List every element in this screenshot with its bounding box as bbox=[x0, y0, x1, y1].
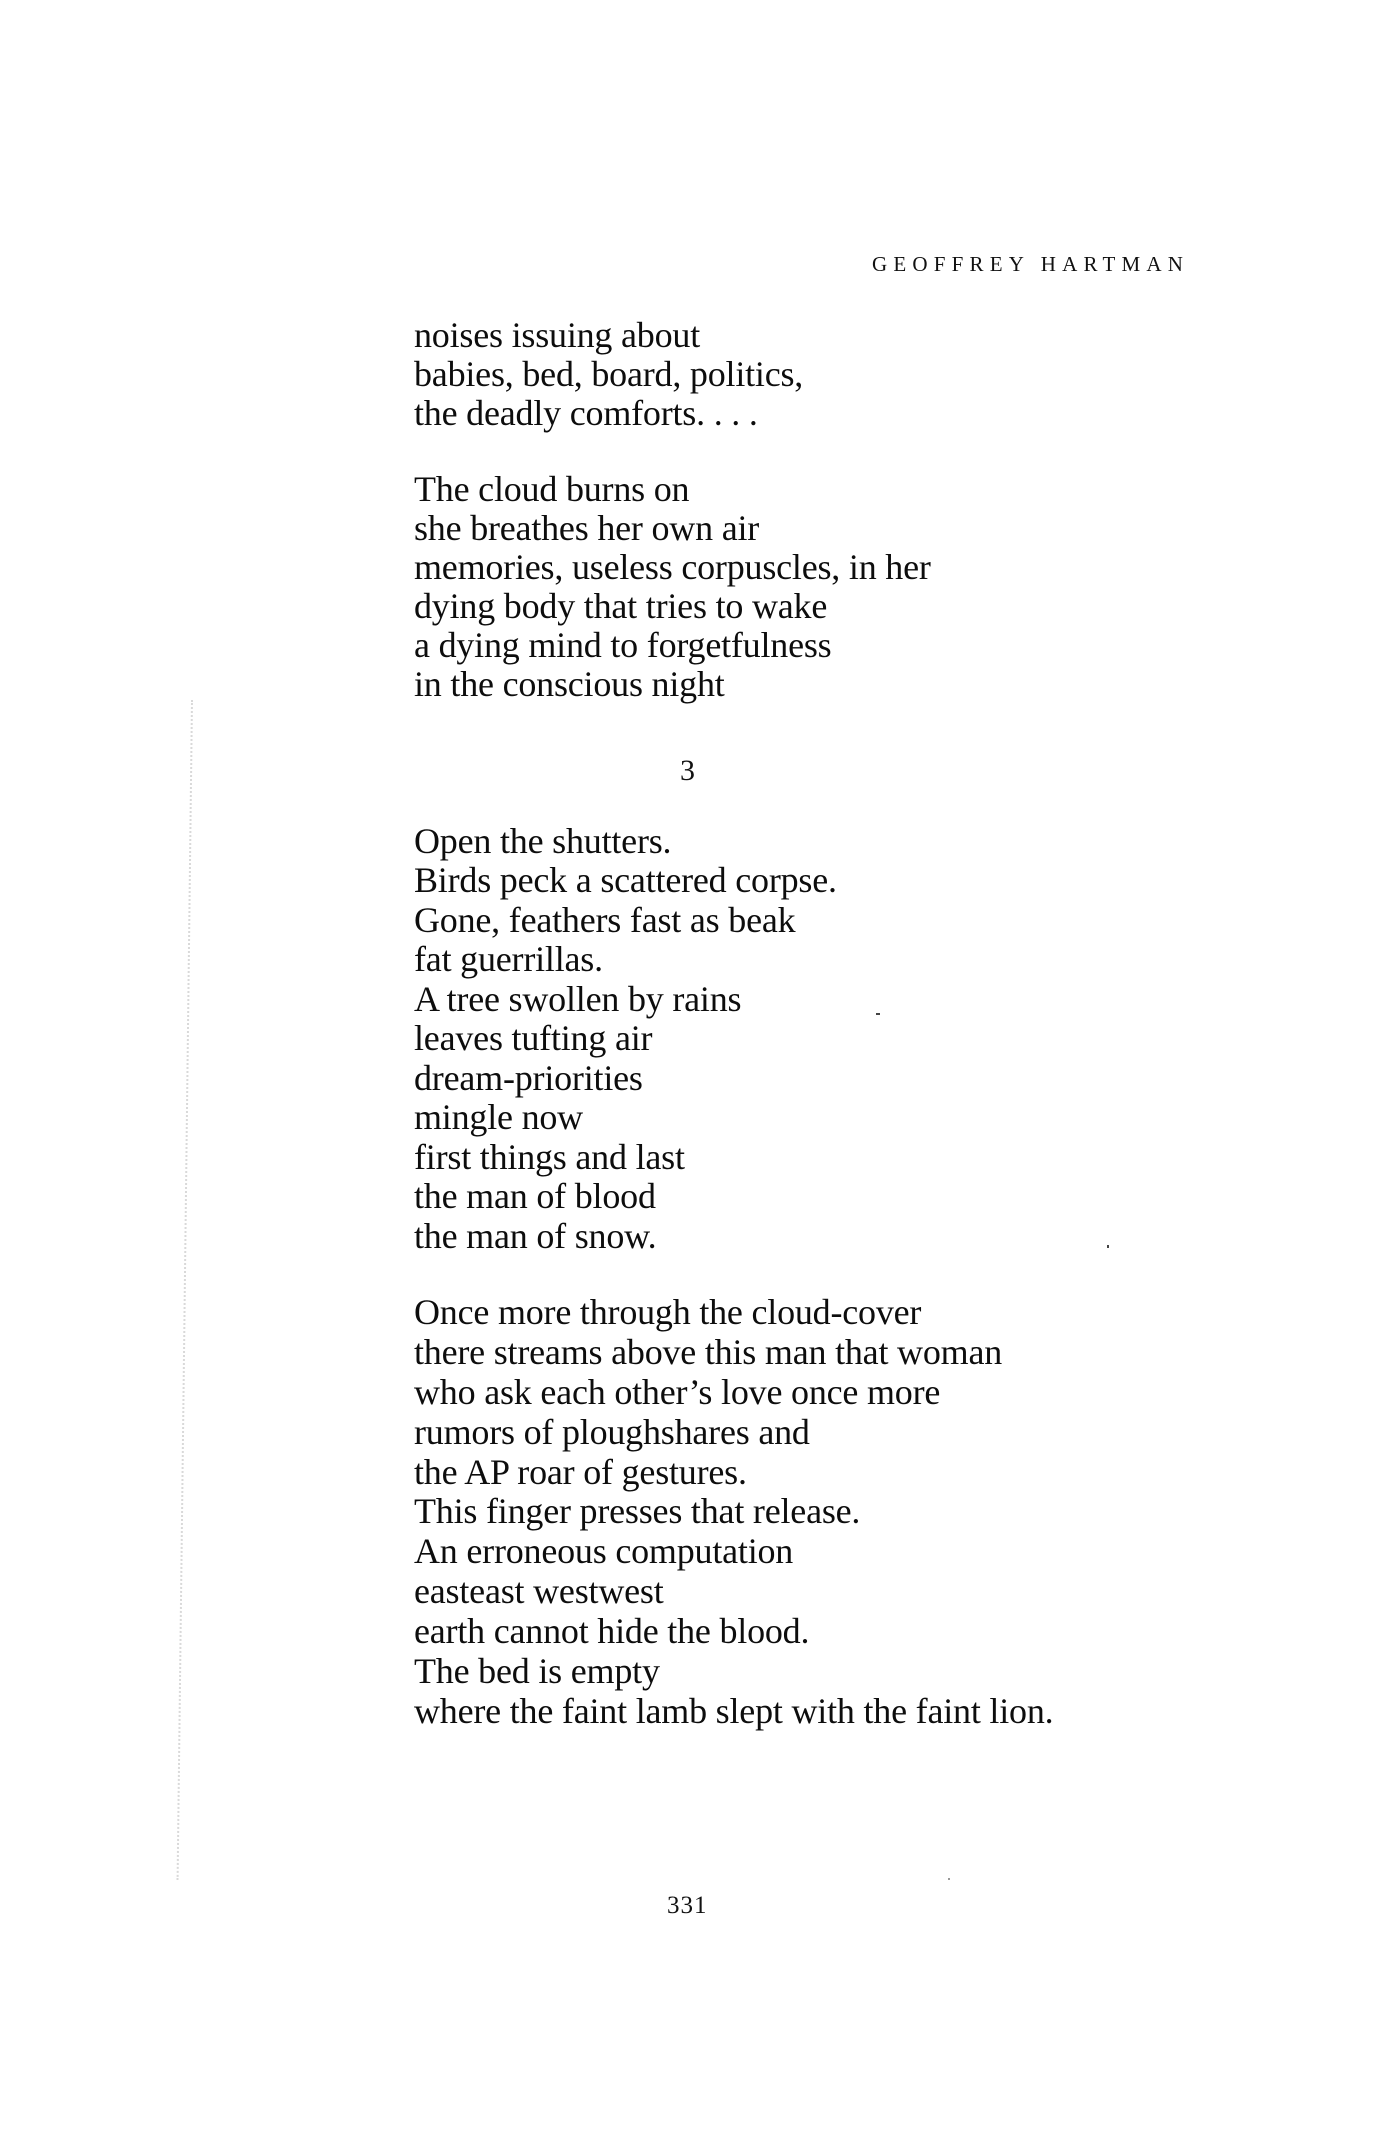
page-number: 331 bbox=[667, 1892, 708, 1919]
poem-line: easteast westwest bbox=[414, 1571, 664, 1611]
poem-line: where the faint lamb slept with the faint lion. bbox=[414, 1691, 1054, 1731]
poem-line: earth cannot hide the blood. bbox=[414, 1611, 810, 1651]
section-number: 3 bbox=[680, 754, 695, 787]
print-speck bbox=[948, 1878, 950, 1880]
poem-line: a dying mind to forgetfulness bbox=[414, 625, 832, 665]
poem-line: Gone, feathers fast as beak bbox=[414, 900, 796, 940]
poem-line: fat guerrillas. bbox=[414, 939, 603, 979]
poem-line: the man of blood bbox=[414, 1176, 656, 1216]
print-speck bbox=[876, 1013, 880, 1015]
poem-line: Open the shutters. bbox=[414, 821, 672, 861]
poem-line: Once more through the cloud-cover bbox=[414, 1292, 922, 1332]
poem-line: The cloud burns on bbox=[414, 469, 690, 509]
poem-line: babies, bed, board, politics, bbox=[414, 354, 804, 394]
poem-line: dying body that tries to wake bbox=[414, 586, 828, 626]
running-head-author: GEOFFREY HARTMAN bbox=[872, 252, 1190, 276]
poem-line: rumors of ploughshares and bbox=[414, 1412, 810, 1452]
poem-line: This finger presses that release. bbox=[414, 1491, 861, 1531]
poem-line: Birds peck a scattered corpse. bbox=[414, 860, 837, 900]
poem-line: the AP roar of gestures. bbox=[414, 1452, 747, 1492]
poem-line: she breathes her own air bbox=[414, 508, 760, 548]
poem-line: the deadly comforts. . . . bbox=[414, 393, 758, 433]
gutter-shadow-line bbox=[177, 700, 193, 1880]
poem-line: A tree swollen by rains bbox=[414, 979, 742, 1019]
poem-line: there streams above this man that woman bbox=[414, 1332, 1003, 1372]
poem-line: The bed is empty bbox=[414, 1651, 660, 1691]
poem-line: leaves tufting air bbox=[414, 1018, 653, 1058]
poem-line: noises issuing about bbox=[414, 315, 701, 355]
poem-line: dream-priorities bbox=[414, 1058, 643, 1098]
print-speck bbox=[1107, 1245, 1109, 1248]
poem-line: the man of snow. bbox=[414, 1216, 657, 1256]
poem-line: An erroneous computation bbox=[414, 1531, 794, 1571]
poem-line: who ask each other’s love once more bbox=[414, 1372, 941, 1412]
poem-line: first things and last bbox=[414, 1137, 685, 1177]
poem-line: mingle now bbox=[414, 1097, 583, 1137]
poem-line: memories, useless corpuscles, in her bbox=[414, 547, 931, 587]
poem-line: in the conscious night bbox=[414, 664, 725, 704]
